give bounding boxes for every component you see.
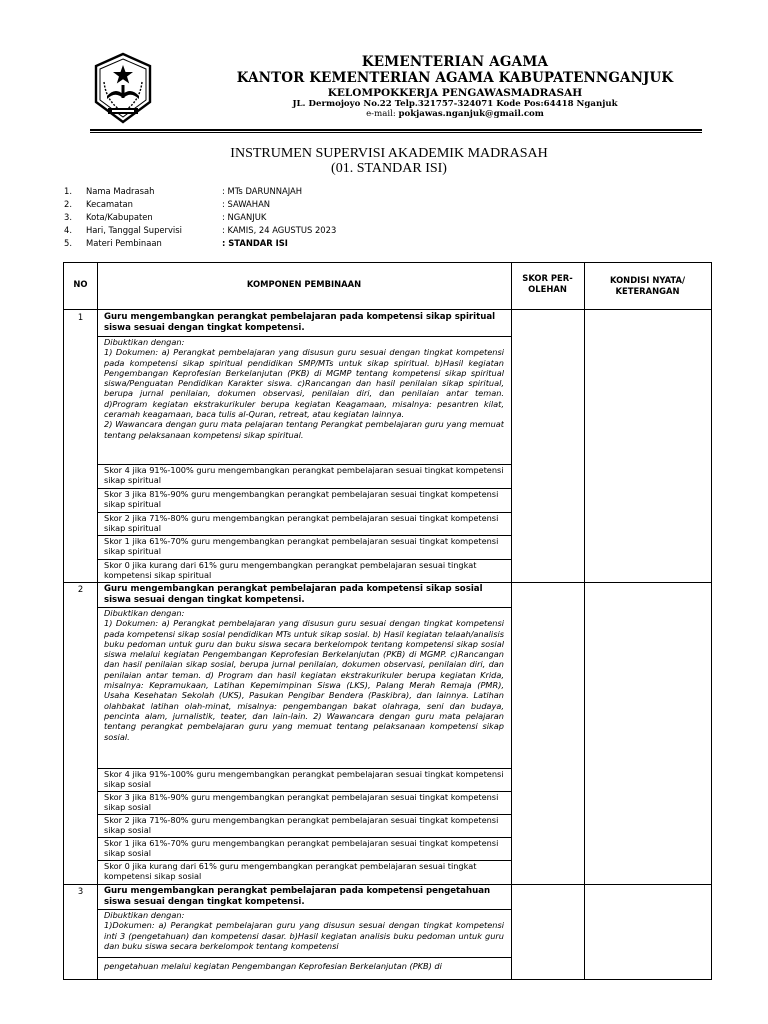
header-skor <box>511 273 584 295</box>
email-address: pokjawas.nganjuk@gmail.com <box>398 109 544 119</box>
info-value: : MTs DARUNNAJAH <box>222 186 303 196</box>
row-divider <box>64 309 711 310</box>
score-criterion: Skor 4 jika 91%-100% guru mengembangkan perangkat pembelajaran sesuai tingkat kompetensi sikap spiritual <box>104 465 504 486</box>
evidence-title: Dibuktikan dengan: <box>104 910 185 920</box>
evidence-text: 1) Dokumen: a) Perangkat pembelajaran yang disusun guru sesuai dengan tingkat kompetensi pada kompetensi sikap sosial pendidikan MTs untuk sikap sosial. b) Hasil kegiatan telaah/analisis buku pedoman untuk guru dan buku siswa secara berkelompok tentang kompetensi sikap sosial siswa melalui kegiatan Pengembangan Keprofesian Berkelanjutan (PKB) di MGMP. c)Rancangan dan hasil penilaian sikap sosial, berupa jurnal penilaian, dokumen observasi, penilaian diri, dan penilaian antar teman. d) Program dan hasil kegiatan ekstrakurikuler berupa kegiatan Krida, misalnya: Kepramukaan, Latihan Kepemimpinan Siswa (LKS), Palang Merah Remaja (PMR), Usaha Kesehatan Sekolah (UKS), Pasukan Pengibar Bendera (Paskibra), dan lainnya. Latihan olahbakat latihan olah-minat, misalnya: pengembangan bakat olahraga, seni dan budaya, pencinta alam, jurnalistik, teater, dan lain-lain. 2) Wawancara dengan guru mata pelajaran tentang perangkat pembelajaran guru yang memuat tentang pelaksanaan kompetensi sikap sosial. <box>104 618 504 742</box>
evidence-block <box>104 337 504 464</box>
score-criterion: Skor 0 jika kurang dari 61% guru mengembangkan perangkat pembelajaran sesuai tingkat kompetensi sikap sosial <box>104 861 477 882</box>
email-label: e-mail: <box>366 109 396 119</box>
info-value: : STANDAR ISI <box>222 238 288 248</box>
letterhead-office: KANTOR KEMENTERIAN AGAMA KABUPATENNGANJUK <box>236 70 674 86</box>
header-skor-line1: SKOR PER- <box>522 273 573 283</box>
info-number: 5. <box>64 238 72 248</box>
info-value: : NGANJUK <box>222 212 267 222</box>
evidence-text-interview: 2) Wawancara dengan guru mata pelajaran tentang Perangkat pembelajaran guru yang memuat tentang pelaksanaan kompetensi sikap spiritual. <box>104 419 504 440</box>
evidence-title: Dibuktikan dengan: <box>104 608 185 618</box>
evidence-text: 1) Dokumen: a) Perangkat pembelajaran yang disusun guru sesuai dengan tingkat kompetensi pada kompetensi sikap spiritual pendidikan SMP/MTs untuk sikap spiritual. b)Hasil kegiatan Pengembangan Keprofesian Berkelanjutan (PKB) di MGMP tentang kompetensi sikap spiritual siswa/Penguatan Pendidikan Karakter siswa. c)Rancangan dan hasil penilaian sikap spiritual, berupa jurnal penilaian, dokumen observasi, penilaian diri, dan penilaian antar teman. d)Program kegiatan ekstrakurikuler berupa kegiatan Keagamaan, misalnya: pesantren kilat, ceramah keagamaan, baca tulis al-Quran, retreat, atau kegiatan lainnya. <box>104 347 504 420</box>
info-value: : SAWAHAN <box>222 199 271 209</box>
header-komponen: KOMPONEN PEMBINAAN <box>246 279 362 289</box>
letterhead-address: JL. Dermojoyo No.22 Telp.321757-324071 Kode Pos:64418 Nganjuk <box>292 99 618 109</box>
column-divider <box>97 263 98 979</box>
score-criterion: Skor 2 jika 71%-80% guru mengembangkan perangkat pembelajaran sesuai tingkat kompetensi sikap sosial <box>104 815 499 836</box>
evidence-block <box>104 910 504 956</box>
header-kondisi-line2: KETERANGAN <box>615 286 680 296</box>
component-statement: Guru mengembangkan perangkat pembelajaran pada kompetensi sikap sosial siswa sesuai dengan tingkat kompetensi. <box>104 584 483 605</box>
evidence-text: 1)Dokumen: a) Perangkat pembelajaran guru yang disusun sesuai dengan tingkat kompetensi inti 3 (pengetahuan) dan kompetensi dasar. b)Hasil kegiatan analisis buku pedoman untuk guru dan buku siswa secara berkelompok tentang kompetensi <box>104 920 504 951</box>
evidence-block <box>104 608 504 767</box>
row-number: 3 <box>77 886 84 896</box>
score-criterion: Skor 1 jika 61%-70% guru mengembangkan perangkat pembelajaran sesuai tingkat kompetensi sikap sosial <box>104 838 499 859</box>
letterhead-group: KELOMPOKKERJA PENGAWASMADRASAH <box>327 87 583 99</box>
document-subtitle: (01. STANDAR ISI) <box>331 161 447 176</box>
page-break-divider <box>97 957 511 958</box>
row-divider <box>64 582 711 583</box>
info-label: Nama Madrasah <box>86 186 155 196</box>
score-criterion: Skor 2 jika 71%-80% guru mengembangkan perangkat pembelajaran sesuai tingkat kompetensi sikap spiritual <box>104 513 499 534</box>
score-criterion: Skor 0 jika kurang dari 61% guru mengembangkan perangkat pembelajaran sesuai tingkat kompetensi sikap spiritual <box>104 560 477 581</box>
document-title: INSTRUMEN SUPERVISI AKADEMIK MADRASAH <box>230 146 548 161</box>
info-number: 2. <box>64 199 72 209</box>
letterhead-divider <box>90 129 702 131</box>
info-label: Materi Pembinaan <box>86 238 162 248</box>
supervision-table <box>63 262 712 980</box>
letterhead-ministry: KEMENTERIAN AGAMA <box>361 54 549 70</box>
info-number: 1. <box>64 186 72 196</box>
row-divider <box>64 884 711 885</box>
component-statement: Guru mengembangkan perangkat pembelajaran pada kompetensi pengetahuan siswa sesuai dengan tingkat kompetensi. <box>104 886 491 907</box>
component-statement: Guru mengembangkan perangkat pembelajaran pada kompetensi sikap spiritual siswa sesuai dengan tingkat kompetensi. <box>104 312 496 333</box>
letterhead-divider-thin <box>90 132 702 133</box>
info-number: 3. <box>64 212 72 222</box>
info-label: Kecamatan <box>86 199 133 209</box>
column-divider <box>511 263 512 979</box>
row-number: 1 <box>77 312 84 322</box>
info-label: Kota/Kabupaten <box>86 212 153 222</box>
info-value: : KAMIS, 24 AGUSTUS 2023 <box>222 225 337 235</box>
row-number: 2 <box>77 584 84 594</box>
letterhead-email-line <box>170 109 740 119</box>
score-criterion: Skor 1 jika 61%-70% guru mengembangkan perangkat pembelajaran sesuai tingkat kompetensi sikap spiritual <box>104 536 499 557</box>
header-skor-line2: OLEHAN <box>528 284 567 294</box>
header-kondisi <box>584 275 711 297</box>
score-criterion: Skor 4 jika 91%-100% guru mengembangkan perangkat pembelajaran sesuai tingkat kompetensi sikap sosial <box>104 769 504 790</box>
header-no: NO <box>73 279 88 289</box>
info-number: 4. <box>64 225 72 235</box>
score-criterion: Skor 3 jika 81%-90% guru mengembangkan perangkat pembelajaran sesuai tingkat kompetensi sikap sosial <box>104 792 499 813</box>
evidence-text-continued: pengetahuan melalui kegiatan Pengembangan Keprofesian Berkelanjutan (PKB) di <box>104 961 442 971</box>
info-label: Hari, Tanggal Supervisi <box>86 225 182 235</box>
evidence-title: Dibuktikan dengan: <box>104 337 185 347</box>
column-divider <box>584 263 585 979</box>
kemenag-emblem-logo <box>90 52 156 124</box>
score-criterion: Skor 3 jika 81%-90% guru mengembangkan perangkat pembelajaran sesuai tingkat kompetensi sikap spiritual <box>104 489 499 510</box>
header-kondisi-line1: KONDISI NYATA/ <box>609 275 686 285</box>
